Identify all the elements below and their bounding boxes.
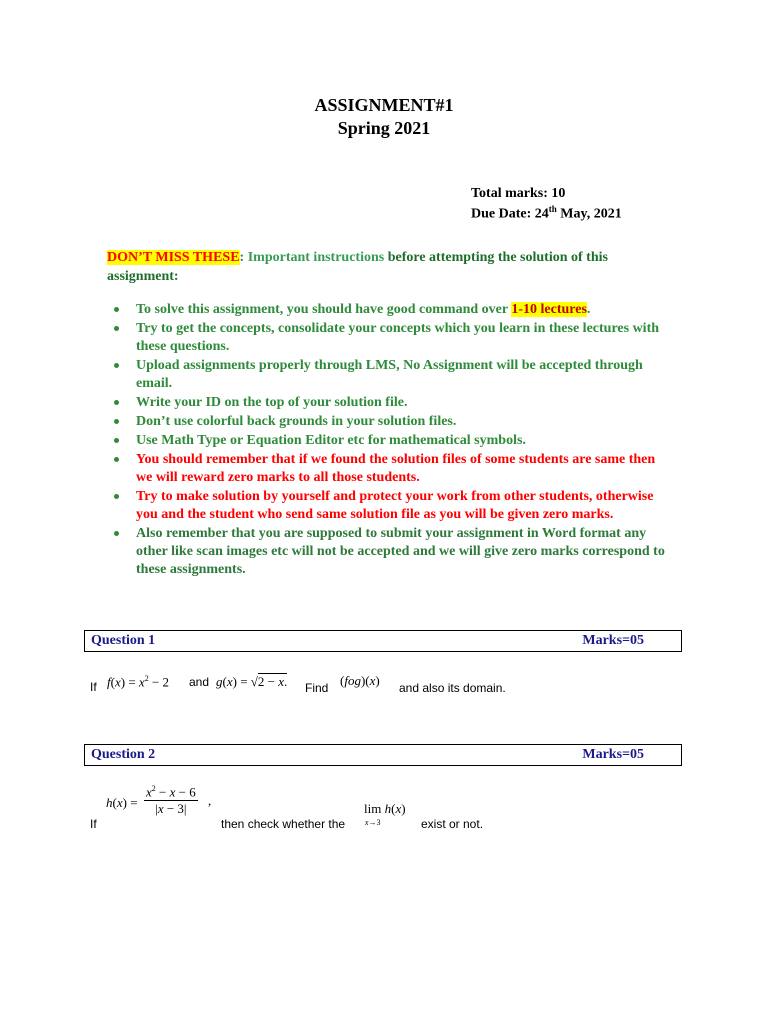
- instruction-text-pre: To solve this assignment, you should have good command over: [136, 302, 512, 317]
- instruction-text: Also remember that you are supposed to submit your assignment in Word format any other like scan images etc will not be accepted and we will give zero marks correspond to these assignments.: [136, 526, 665, 577]
- q2-if: If: [90, 817, 97, 831]
- intro-before: before attempting the solution of this assignment:: [107, 250, 608, 284]
- q1-and: and: [189, 675, 210, 689]
- due-date-sup: th: [548, 204, 557, 214]
- q2-h-lhs: h(x) =: [106, 795, 138, 810]
- q2-limit-expression: lim x→3 h(x): [364, 801, 406, 827]
- q2-h-fraction: [144, 784, 198, 817]
- list-item: [114, 413, 674, 431]
- semester-title: Spring 2021: [337, 118, 431, 138]
- q2-comma: ,: [208, 793, 212, 808]
- list-item: [114, 301, 674, 319]
- list-item: [114, 525, 674, 579]
- question-2-body: [90, 782, 650, 838]
- q1-f-definition: $f(x) = x^2 - 2$: [107, 674, 170, 690]
- q2-exist: exist or not.: [421, 817, 484, 831]
- question-2-header: [84, 744, 682, 766]
- lectures-highlight: 1-10 lectures: [511, 302, 587, 317]
- list-item: [114, 357, 674, 393]
- bullet-icon: [114, 457, 119, 462]
- due-date-prefix: Due Date: 24: [471, 206, 549, 222]
- bullet-icon: [114, 307, 119, 312]
- instruction-text: Try to get the concepts, consolidate your concepts which you learn in these lectures with these questions.: [136, 321, 660, 354]
- list-item: [114, 432, 674, 450]
- bullet-icon: [114, 419, 119, 424]
- q1-fog-expression: (fog)(x): [340, 673, 380, 688]
- bullet-icon: [114, 531, 119, 536]
- intro-colon: :: [239, 250, 248, 265]
- instruction-text: You should remember that if we found the solution files of some students are same then we will reward zero marks to all those students.: [136, 452, 656, 485]
- instruction-text: Try to make solution by yourself and protect your work from other students, otherwise you and the student who send same solution file as you will be given zero marks.: [136, 489, 654, 522]
- instruction-text: Upload assignments properly through LMS, No Assignment will be accepted through email.: [136, 358, 643, 391]
- q1-find: Find: [305, 681, 329, 695]
- bullet-icon: [114, 400, 119, 405]
- instruction-list: [114, 301, 674, 580]
- total-marks: Total marks: 10: [471, 186, 566, 201]
- q1-if: If: [90, 680, 97, 694]
- q1-domain: and also its domain.: [399, 681, 506, 695]
- question-2-marks: Marks=05: [582, 747, 644, 762]
- dont-miss-label: DON’T MISS THESE: [107, 250, 240, 265]
- due-date-suffix: May, 2021: [556, 206, 622, 222]
- list-item: [114, 320, 674, 356]
- question-2-label: Question 2: [91, 747, 156, 762]
- bullet-icon: [114, 326, 119, 331]
- q2-then: then check whether the: [221, 817, 346, 831]
- list-item: [114, 394, 674, 412]
- list-item: [114, 488, 674, 524]
- q1-g-definition: g(x) = √2 − x.: [216, 674, 288, 689]
- assignment-title: ASSIGNMENT#1: [314, 95, 454, 115]
- instruction-text: Don’t use colorful back grounds in your solution files.: [136, 414, 457, 429]
- question-1-marks: Marks=05: [582, 633, 644, 648]
- question-1-body: [90, 672, 650, 702]
- bullet-icon: [114, 494, 119, 499]
- instruction-text: Use Math Type or Equation Editor etc for mathematical symbols.: [136, 433, 526, 448]
- instructions-intro: [107, 248, 667, 286]
- question-1-label: Question 1: [91, 633, 156, 648]
- important-label: Important instructions: [247, 250, 388, 265]
- q2-denominator: |x − 3|: [144, 800, 198, 817]
- due-date: [471, 204, 622, 223]
- bullet-icon: [114, 438, 119, 443]
- list-item: [114, 451, 674, 487]
- q2-numerator: $x^2 - x - 6$: [146, 784, 196, 800]
- instruction-text-post: .: [586, 302, 591, 317]
- instruction-text: Write your ID on the top of your solution file.: [136, 395, 408, 410]
- bullet-icon: [114, 363, 119, 368]
- question-1-header: [84, 630, 682, 652]
